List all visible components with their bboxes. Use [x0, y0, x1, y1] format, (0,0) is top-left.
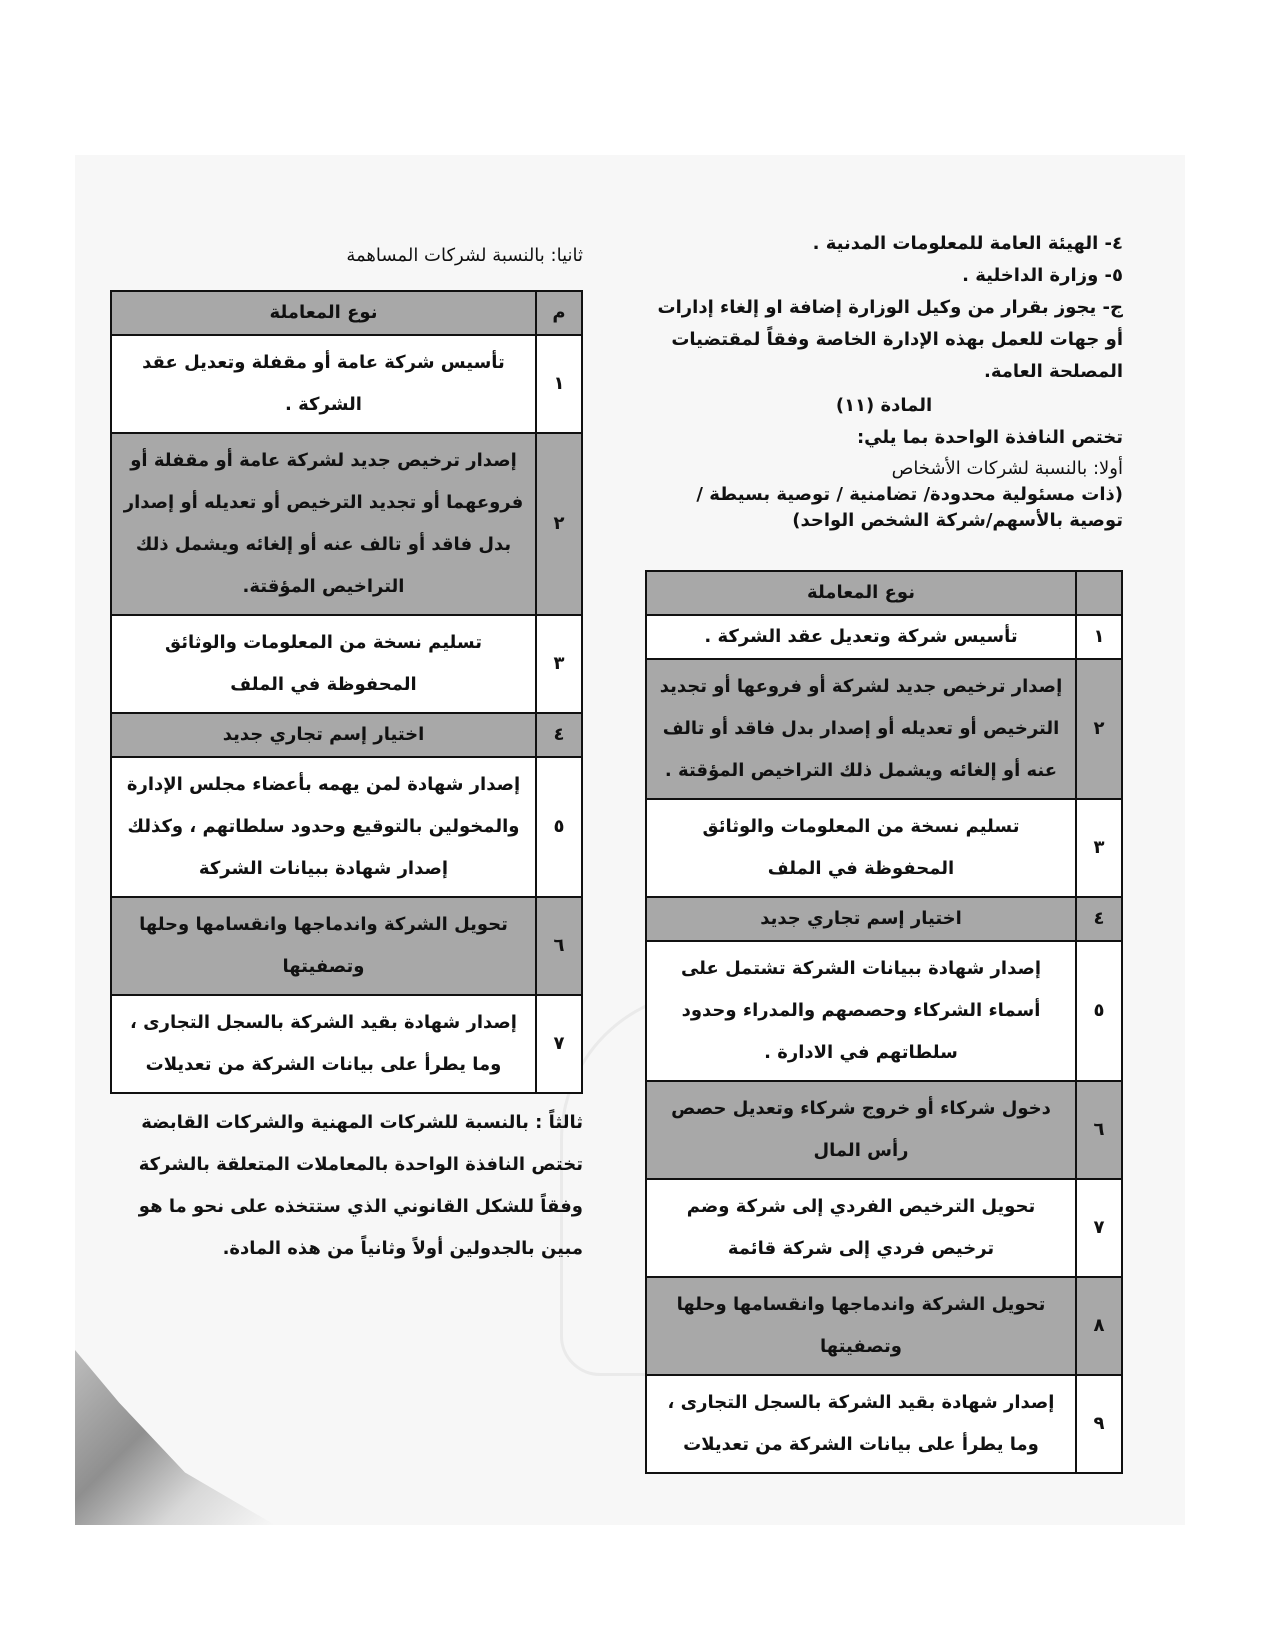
row-text: إصدار شهادة لمن يهمه بأعضاء مجلس الإدارة والمخولين بالتوقيع وحدود سلطاتهم ، وكذلك إصدار شهادة ببيانات الشركة [111, 757, 536, 897]
table-row [646, 897, 1122, 941]
section-two-heading: ثانيا: بالنسبة لشركات المساهمة [346, 245, 583, 266]
table-row [646, 1375, 1122, 1473]
table-row [646, 1277, 1122, 1375]
clause-j: ج- يجوز بقرار من وكيل الوزارة إضافة او إلغاء إدارات أو جهات للعمل بهذه الإدارة الخاصة وفقاً لمقتضيات المصلحة العامة. [657, 297, 1123, 382]
article-heading: المادة (١١) [835, 395, 933, 416]
article-intro: تختص النافذة الواحدة بما يلي: [856, 427, 1123, 448]
table-row [646, 1081, 1122, 1179]
row-number: ٤ [1076, 897, 1122, 941]
list-item-4: ٤- الهيئة العامة للمعلومات المدنية . [812, 233, 1123, 254]
row-text: اختيار إسم تجاري جديد [646, 897, 1076, 941]
table-row [111, 897, 582, 995]
row-text: إصدار شهادة بقيد الشركة بالسجل التجارى ، وما يطرأ على بيانات الشركة من تعديلات [111, 995, 536, 1093]
table-row [111, 757, 582, 897]
row-text: تأسيس شركة وتعديل عقد الشركة . [646, 615, 1076, 659]
table-row [646, 1179, 1122, 1277]
table-row [111, 713, 582, 757]
row-text: اختيار إسم تجاري جديد [111, 713, 536, 757]
table-row [646, 799, 1122, 897]
table-row [646, 659, 1122, 799]
row-text: تسليم نسخة من المعلومات والوثائق المحفوظة في الملف [646, 799, 1076, 897]
row-number: ٦ [536, 897, 582, 995]
row-number: ٢ [536, 433, 582, 615]
row-number: ٦ [1076, 1081, 1122, 1179]
section-one-heading: أولا: بالنسبة لشركات الأشخاص [891, 458, 1123, 479]
row-text: تسليم نسخة من المعلومات والوثائق المحفوظة في الملف [111, 615, 536, 713]
row-number: ١ [1076, 615, 1122, 659]
table-row [111, 995, 582, 1093]
row-number: ٣ [536, 615, 582, 713]
table-row [111, 433, 582, 615]
list-item-5: ٥- وزارة الداخلية . [962, 265, 1123, 286]
row-number: ٢ [1076, 659, 1122, 799]
row-number: ٤ [536, 713, 582, 757]
left-column [110, 240, 583, 1270]
row-text: تأسيس شركة عامة أو مقفلة وتعديل عقد الشركة . [111, 335, 536, 433]
row-number: ٧ [1076, 1179, 1122, 1277]
section-one-types: (ذات مسئولية محدودة/ تضامنية / توصية بسيطة / توصية بالأسهم/شركة الشخص الواحد) [696, 484, 1123, 531]
row-text: إصدار ترخيص جديد لشركة عامة أو مقفلة أو فروعهما أو تجديد الترخيص أو تعديله أو إصدار بدل فاقد أو تالف عنه أو إلغائه ويشمل ذلك التراخيص المؤقتة. [111, 433, 536, 615]
row-text: تحويل الشركة واندماجها وانقسامها وحلها وتصفيتها [646, 1277, 1076, 1375]
table-header-type: نوع المعاملة [111, 291, 536, 335]
table-partnerships [645, 570, 1123, 1474]
row-text: تحويل الشركة واندماجها وانقسامها وحلها وتصفيتها [111, 897, 536, 995]
row-text: إصدار ترخيص جديد لشركة أو فروعها أو تجديد الترخيص أو تعديله أو إصدار بدل فاقد أو تالف عنه أو إلغائه ويشمل ذلك التراخيص المؤقتة . [646, 659, 1076, 799]
table-row [646, 615, 1122, 659]
row-number: ٥ [1076, 941, 1122, 1081]
row-number: ١ [536, 335, 582, 433]
row-text: تحويل الترخيص الفردي إلى شركة وضم ترخيص فردي إلى شركة قائمة [646, 1179, 1076, 1277]
row-text: إصدار شهادة بقيد الشركة بالسجل التجارى ، وما يطرأ على بيانات الشركة من تعديلات [646, 1375, 1076, 1473]
row-number: ٣ [1076, 799, 1122, 897]
table-row [111, 335, 582, 433]
table-row [646, 941, 1122, 1081]
table-header-type: نوع المعاملة [646, 571, 1076, 615]
row-number: ٩ [1076, 1375, 1122, 1473]
table-joint-stock [110, 290, 583, 1094]
row-number: ٥ [536, 757, 582, 897]
table-row [111, 615, 582, 713]
right-column [645, 228, 1123, 1474]
section-three-paragraph: ثالثاً : بالنسبة للشركات المهنية والشركات القابضة تختص النافذة الواحدة بالمعاملات المتعلقة بالشركة وفقاً للشكل القانوني الذي ستتخذه على نحو ما هو مبين بالجدولين أولاً وثانياً من هذه المادة. [138, 1112, 583, 1259]
row-number: ٨ [1076, 1277, 1122, 1375]
row-number: ٧ [536, 995, 582, 1093]
row-text: إصدار شهادة ببيانات الشركة تشتمل على أسماء الشركاء وحصصهم والمدراء وحدود سلطاتهم في الادارة . [646, 941, 1076, 1081]
table-header-num [1076, 571, 1122, 615]
row-text: دخول شركاء أو خروج شركاء وتعديل حصص رأس المال [646, 1081, 1076, 1179]
table-header-num: م [536, 291, 582, 335]
